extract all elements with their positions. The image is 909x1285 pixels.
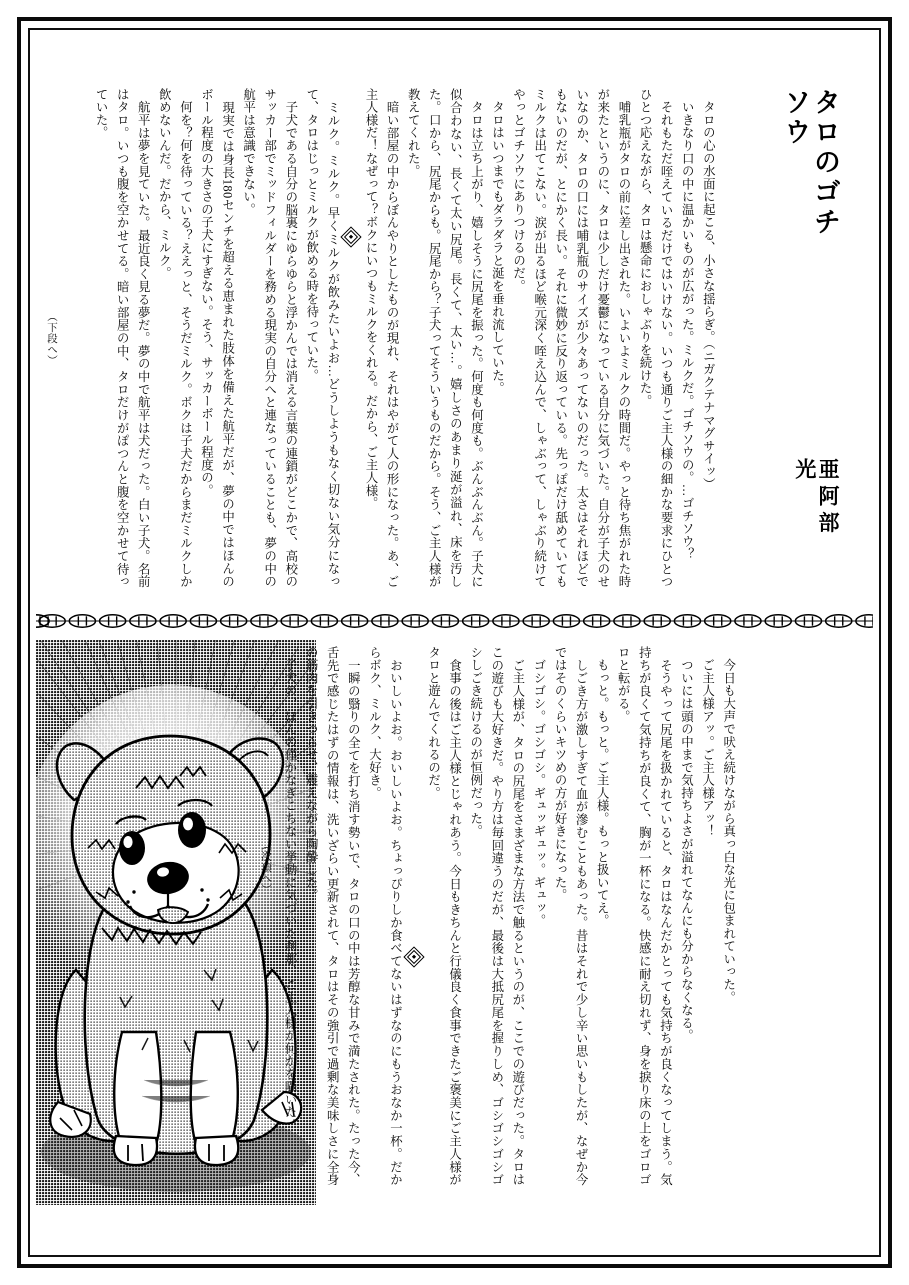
bottom-text-section [36,640,873,1249]
paragraph: ついには頭の中まで気持ちよさが溢れてなんにも分からなくなる。 [679,646,694,1042]
paragraph: 現実では身長180センチを超える恵まれた肢体を備えた航平だが、夢の中ではほんのボール程度の大きさの子犬にすぎない。そう、サッカーボール程度の。 [199,88,235,588]
paragraph: 哺乳瓶がタロの前に差し出された。いよいよミルクの時間だ。やっと待ち焦がれた時が来たというのに、タロは少しだけ憂鬱になっている自分に気づいた。自分が子犬のせいなのか、タロの口には哺乳瓶のサイズが少々あってないのだった。太さはそれほどでもないのだが、とにかく長い。それに微妙に反り返っている。先っぽだけ舐めていてもミルクは出てこない。涙が出るほど喉元深く咥え込んで、しゃぶって、しゃぶり続けてやっとゴチソウにありつけるのだ。 [511,88,631,588]
paragraph: 子犬の、ほんの僅かなぎこちない挙動に気づいた刹那、ご主人様が何かを囁いた。 [283,646,298,1132]
paragraph: しごき方が激しすぎて血が滲むこともあった。昔はそれで少し辛い思いもしたが、なぜか今ではそのくらいキツめの方が好きになった。 [553,646,589,1186]
diamond-ornament [405,646,422,1186]
paragraph: もっと。もっと。ご主人様。もっと扱いてえ。 [595,646,610,927]
paragraph: 子犬である自分の脳裏にゆらゆらと浮かんでは消える言葉の連鎖がどこかで、高校のサッカー部でミッドフィルダーを務める現実の自分へと連なっていることも、夢の中の航平は意識できない。 [241,88,298,588]
paragraph: タロはいつまでもダラダラと涎を垂れ流していた。 [490,88,505,395]
paragraph: 航平は夢を見ていた。最近良く見る夢だ。夢の中で航平は犬だった。白い子犬。名前はタロ。いつも腹を空かせてる。暗い部屋の中、タロだけがぽつんと腹を空かせて待っていた。 [94,88,151,588]
paragraph: いきなり口の中に温かいものが広がった。ミルクだ。ゴチソウの。…ゴチソウ？ [680,88,695,561]
bottom-body-columns [279,646,869,1186]
top-body-columns [90,88,730,588]
paragraph: 今日も大声で吠え続けながら真っ白な光に包まれていった。 [721,646,736,1004]
paragraph: おいしいよお。おいしいよお。ちょっぴりしか食べてないはずなのにもうおなか一杯。だからボク、ミルク、大好き。 [367,646,403,1186]
paragraph: ご主人様アッ。ご主人様アッ！ [700,646,715,838]
paragraph: ご主人様が、タロの尻尾をさまざまな方法で触るというのが、ここでの遊びだった。タロはこの遊びも大好きだ。やり方は毎回違うのだが、最後は大抵尻尾を握りしめ、ゴシゴシゴシゴシしごき続けるのが恒例だった。 [468,646,525,1186]
paragraph: ゴシゴシ。ゴシゴシ。ギュッギュッ。ギュッ。 [531,646,546,927]
paragraph: そうやって尻尾を扱かれていると、タロはなんだかとっても気持ちが良くなってしまう。気持ちが良くて気持ちが良くて、胸が一杯になる。快感に耐え切れず、身を捩り床の上をゴロゴロと転がる。 [616,646,673,1186]
continue-marker-next-page: （次項へ） [260,840,271,895]
page-title: タロのゴチソウ [780,88,840,238]
paragraph: それもただ咥えているだけではいけない。いつも通りご主人様の細かな要求にひとつひとつ応えながら、タロは懸命におしゃぶりを続けた。 [638,88,674,588]
puppy-illustration [36,640,316,1205]
paragraph: ミルク。ミルク。早くミルクが飲みたいよお…どうしようもなく切ない気分になって、タロはじっとミルクが飲める時を待っていた。 [304,88,340,588]
continue-marker-bottom-column: （下段へ） [46,311,57,366]
top-text-section [36,36,873,602]
paragraph: タロの心の水面に起こる、小さな揺らぎ。（ニガクテナマグサイッ） [701,88,716,491]
paragraph: 暗い部屋の中からぼんやりとしたものが現れ、それはやがて人の形になった。あ、ご主人様だ！なぜって？ボクにいつもミルクをくれる。だから、ご主人様。 [364,88,400,588]
diamond-ornament [343,88,360,588]
title-block [754,88,840,566]
chain-divider [36,608,873,634]
paragraph: 何を？何を待っている？ええっと、そうだミルク。ボクは子犬だからまだミルクしか飲めないんだ。だから、ミルク。 [157,88,193,588]
paragraph: 食事の後はご主人様とじゃれあう。今日もきちんと行儀良く食事できたご褒美にご主人様がタロと遊んでくれるのだ。 [426,646,462,1186]
page-content [36,36,873,1249]
paragraph: 一瞬の翳りの全てを打ち消す勢いで、タロの口の中は芳醇な甘みで満たされた。たった今、舌先で感じたはずの情報は、洗いざらい更新されて、タロはその強引で過剰な美味しさに全身の筋肉を引きつらせ、震えながら陶酔した。 [304,646,361,1186]
paragraph: タロは立ち上がり、嬉しそうに尻尾を振った。何度も何度も。ぶんぶんぶん。子犬に似合わない、長くて太い尻尾。長くて、太い…。嬉しさのあまり涎が溢れ、床を汚した。口から、尻尾からも。尻尾から？子犬ってそういうものだから。そう、ご主人様が教えてくれた。 [406,88,484,588]
author-name: 亜阿部 光 [792,458,840,566]
